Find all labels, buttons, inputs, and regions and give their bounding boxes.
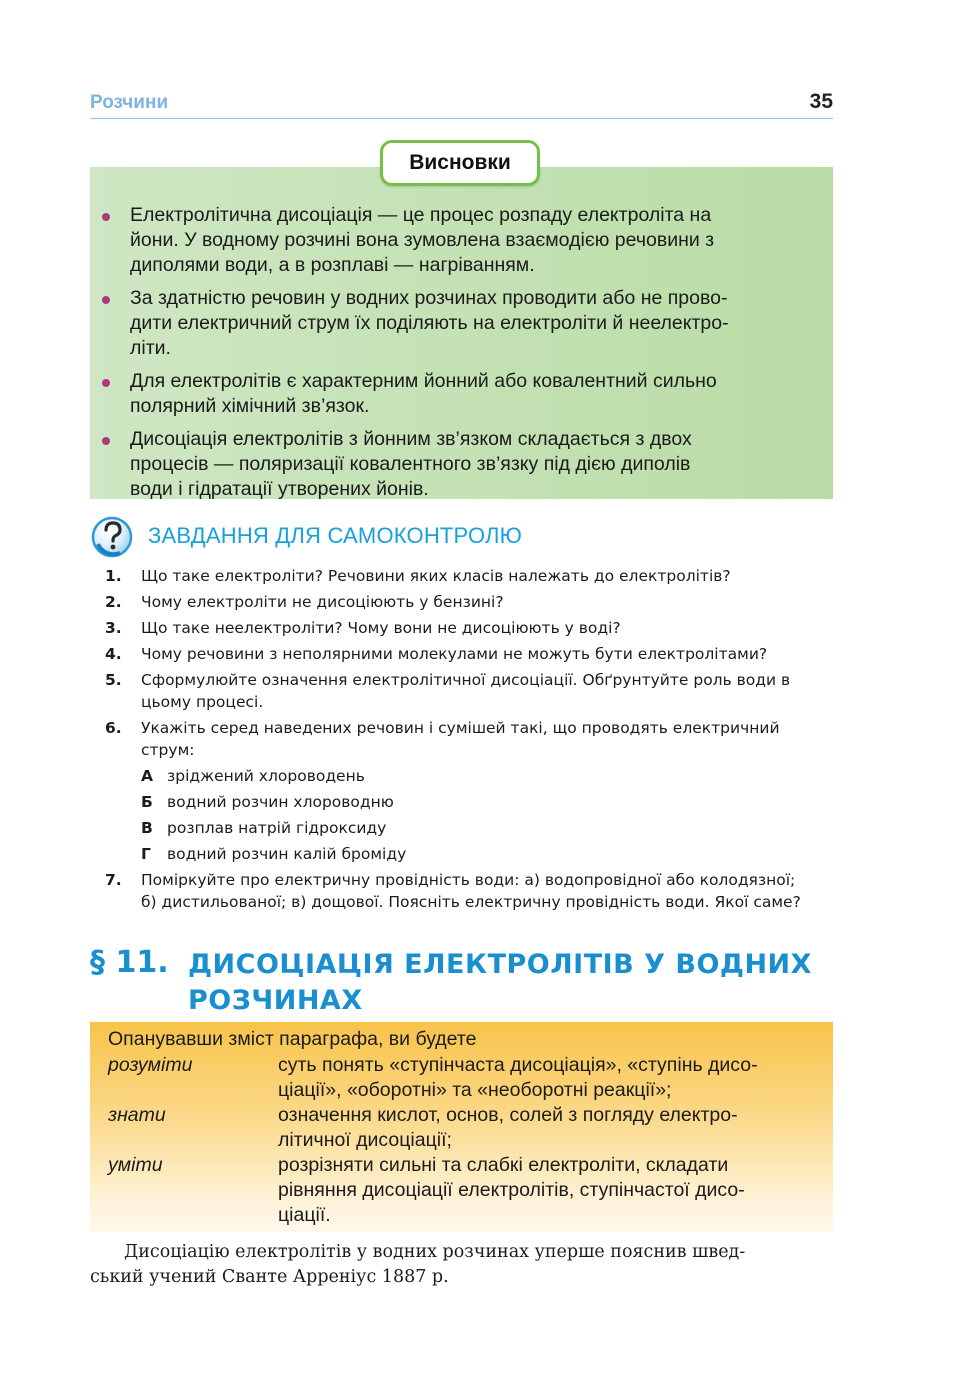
task-item: 7. Поміркуйте про електричну провідність води: а) водопровідної або колодязної; б) дистильованої; в) дощової. Поясніть електричну провідність води. Якої саме? xyxy=(105,871,801,911)
conclusion-item: За здатністю речовин у водних розчинах проводити або не прово- дити електричний струм їх поділяють на електроліти й неелектро- літи. xyxy=(90,286,833,361)
answer-option: А зріджений хлороводень xyxy=(141,767,365,785)
task-item: 3. Що таке неелектроліти? Чому вони не дисоціюють у воді? xyxy=(105,619,621,637)
bullet-icon xyxy=(102,437,110,445)
conclusions-list xyxy=(90,203,833,510)
question-mark-icon xyxy=(90,514,134,558)
conclusions-box xyxy=(90,167,833,499)
goal-verb: уміти xyxy=(108,1154,163,1176)
page-header xyxy=(90,92,833,119)
answer-option: Б водний розчин хлороводню xyxy=(141,793,394,811)
task-item: 5. Сформулюйте означення електролітичної дисоціації. Обґрунтуйте роль води в цьому процесі. xyxy=(105,671,791,711)
task-item: 6. Укажіть серед наведених речовин і сумішей такі, що проводять електричний струм: А зріджений хлороводень Б водний розчин хлороводню В розплав натрій гідроксиду Г водний розчин калій броміду xyxy=(105,717,833,865)
task-item: 1. Що таке електроліти? Речовини яких класів належать до електролітів? xyxy=(105,567,731,585)
paragraph-number: § 11. xyxy=(90,945,169,980)
goal-text: суть понять «ступінчаста дисоціація», «ступінь дисо- ціації», «оборотні» та «необоротні реакції»; xyxy=(278,1054,758,1101)
bullet-icon xyxy=(102,296,110,304)
goal-verb: розуміти xyxy=(108,1054,193,1076)
task-item: 4. Чому речовини з неполярними молекулами не можуть бути електролітами? xyxy=(105,645,768,663)
paragraph-title: ДИСОЦІАЦІЯ ЕЛЕКТРОЛІТІВ У ВОДНИХ РОЗЧИНАХ xyxy=(188,949,812,1016)
answer-options xyxy=(141,765,833,865)
goals-intro: Опанувавши зміст параграфа, ви будете xyxy=(108,1028,477,1050)
conclusions-title: Висновки xyxy=(380,140,540,186)
body-paragraph: Дисоціацію електролітів у водних розчинах уперше пояснив швед- ський учений Сванте Арреніус 1887 р. xyxy=(90,1242,746,1287)
bullet-icon xyxy=(102,379,110,387)
section-name: Розчини xyxy=(90,92,169,113)
page-number: 35 xyxy=(809,90,833,113)
goal-text: розрізняти сильні та слабкі електроліти, складати рівняння дисоціації електролітів, ступінчастої дисо- ціації. xyxy=(278,1154,745,1226)
learning-goals-box xyxy=(90,1022,833,1232)
goal-verb: знати xyxy=(108,1104,166,1126)
answer-option: В розплав натрій гідроксиду xyxy=(141,819,387,837)
bullet-icon xyxy=(102,213,110,221)
self-control-title: ЗАВДАННЯ ДЛЯ САМОКОНТРОЛЮ xyxy=(148,523,523,548)
task-item: 2. Чому електроліти не дисоціюють у бензині? xyxy=(105,593,504,611)
self-control-heading xyxy=(90,514,690,558)
conclusion-item: Електролітична дисоціація — це процес розпаду електроліта на йони. У водному розчині вона зумовлена взаємодією речовини з диполями води, а в розплаві — нагріванням. xyxy=(90,203,833,278)
goal-text: означення кислот, основ, солей з погляду електро- літичної дисоціації; xyxy=(278,1104,738,1151)
answer-option: Г водний розчин калій броміду xyxy=(141,845,407,863)
conclusion-item: Для електролітів є характерним йонний або ковалентний сильно полярний хімічний зв’язок. xyxy=(90,369,833,419)
conclusion-item: Дисоціація електролітів з йонним зв’язком складається з двох процесів — поляризації ковалентного зв’язку під дією диполів води і гідратації утворених йонів. xyxy=(90,427,833,502)
task-list xyxy=(105,565,833,917)
